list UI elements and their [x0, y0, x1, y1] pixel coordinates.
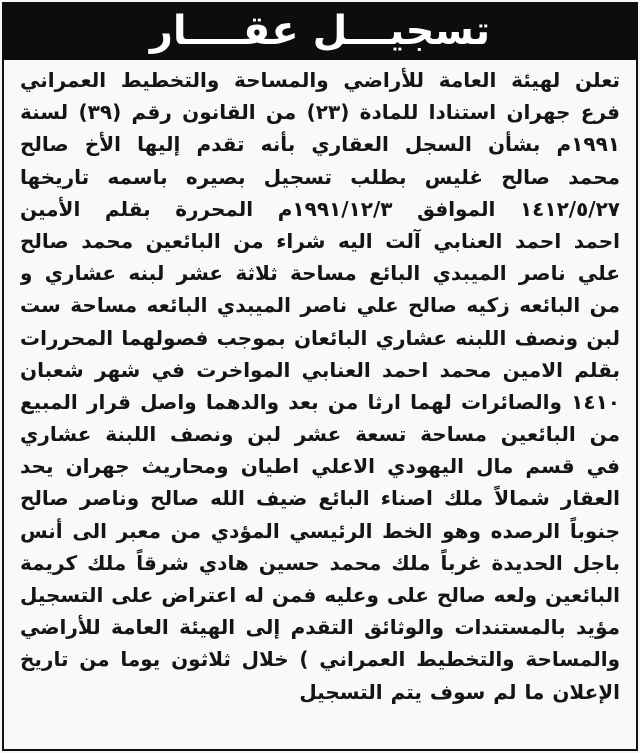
notice-line-2: فرع جهران استنادا للمادة (٢٣) من القانون رقم (٣٩) لسنة [20, 100, 620, 125]
notice-line-19: والمساحة والتخطيط العمراني ) خلال ثلاثون يوما من تاريخ [20, 647, 620, 672]
notice-line-11: ١٤١٠ والصائرات لهما ارثا من بعد والدهما واصل قرار المبيع [20, 389, 620, 414]
notice-line-3: ١٩٩١م بشأن السجل العقاري بأنه تقدم إليها الأخ صالح [20, 132, 620, 157]
notice-line-15: جنوباً الرصده وهو الخط الرئيسي المؤدي من معبر الى أنس [20, 518, 620, 543]
notice-line-10: بقلم الامين محمد احمد العنابي المواخرت في شهر شعبان [20, 357, 620, 382]
notice-line-7: علي ناصر الميبدي البائع مساحة ثلاثة عشر لبنه عشاري و [20, 261, 620, 286]
notice-header [2, 2, 638, 60]
notice-body-frame [2, 60, 638, 751]
notice-line-12: من البائعين مساحة تسعة عشر لبن ونصف اللبنة عشاري [20, 422, 620, 447]
notice-line-1: تعلن لهيئة العامة للأراضي والمساحة والتخطيط العمراني [20, 68, 620, 92]
notice-line-8: من البائعه زكيه صالح علي ناصر الميبدي البائعه مساحة ست [20, 293, 620, 318]
notice-line-13: في قسم مال اليهودي الاعلي اطيان ومحاريث جهران يحد [20, 454, 620, 479]
notice-body-text [20, 64, 620, 708]
notice-line-6: احمد احمد العنابي آلت اليه شراء من البائعين محمد صالح [20, 228, 620, 253]
notice-line-18: مؤيد بالمستندات والوثائق التقدم إلى الهيئة العامة للأراضي [20, 615, 620, 640]
notice-line-4: محمد صالح غليس بطلب تسجيل بصيره باسمه تاريخها [20, 164, 620, 189]
notice-line-16: باجل الحديدة غرباً ملك محمد حسين هادي شرقاً ملك كريمة [20, 550, 620, 575]
notice-line-5: ١٤١٢/٥/٢٧ الموافق ١٩٩١/١٢/٣م المحررة بقلم الأمين [20, 196, 620, 221]
notice-line-14: العقار شمالاً ملك اصناء البائع ضيف الله صالح وناصر صالح [20, 486, 620, 511]
notice-line-9: لبن ونصف اللبنه عشاري البائعان بموجب فصولهما المحررات [20, 325, 620, 350]
notice-title: تسجيـــل عقــــار [149, 8, 491, 54]
notice-line-20: الإعلان ما لم سوف يتم التسجيل [299, 679, 620, 704]
notice-line-17: البائعين ولعه صالح على وعليه فمن له اعتراض على التسجيل [20, 583, 620, 607]
